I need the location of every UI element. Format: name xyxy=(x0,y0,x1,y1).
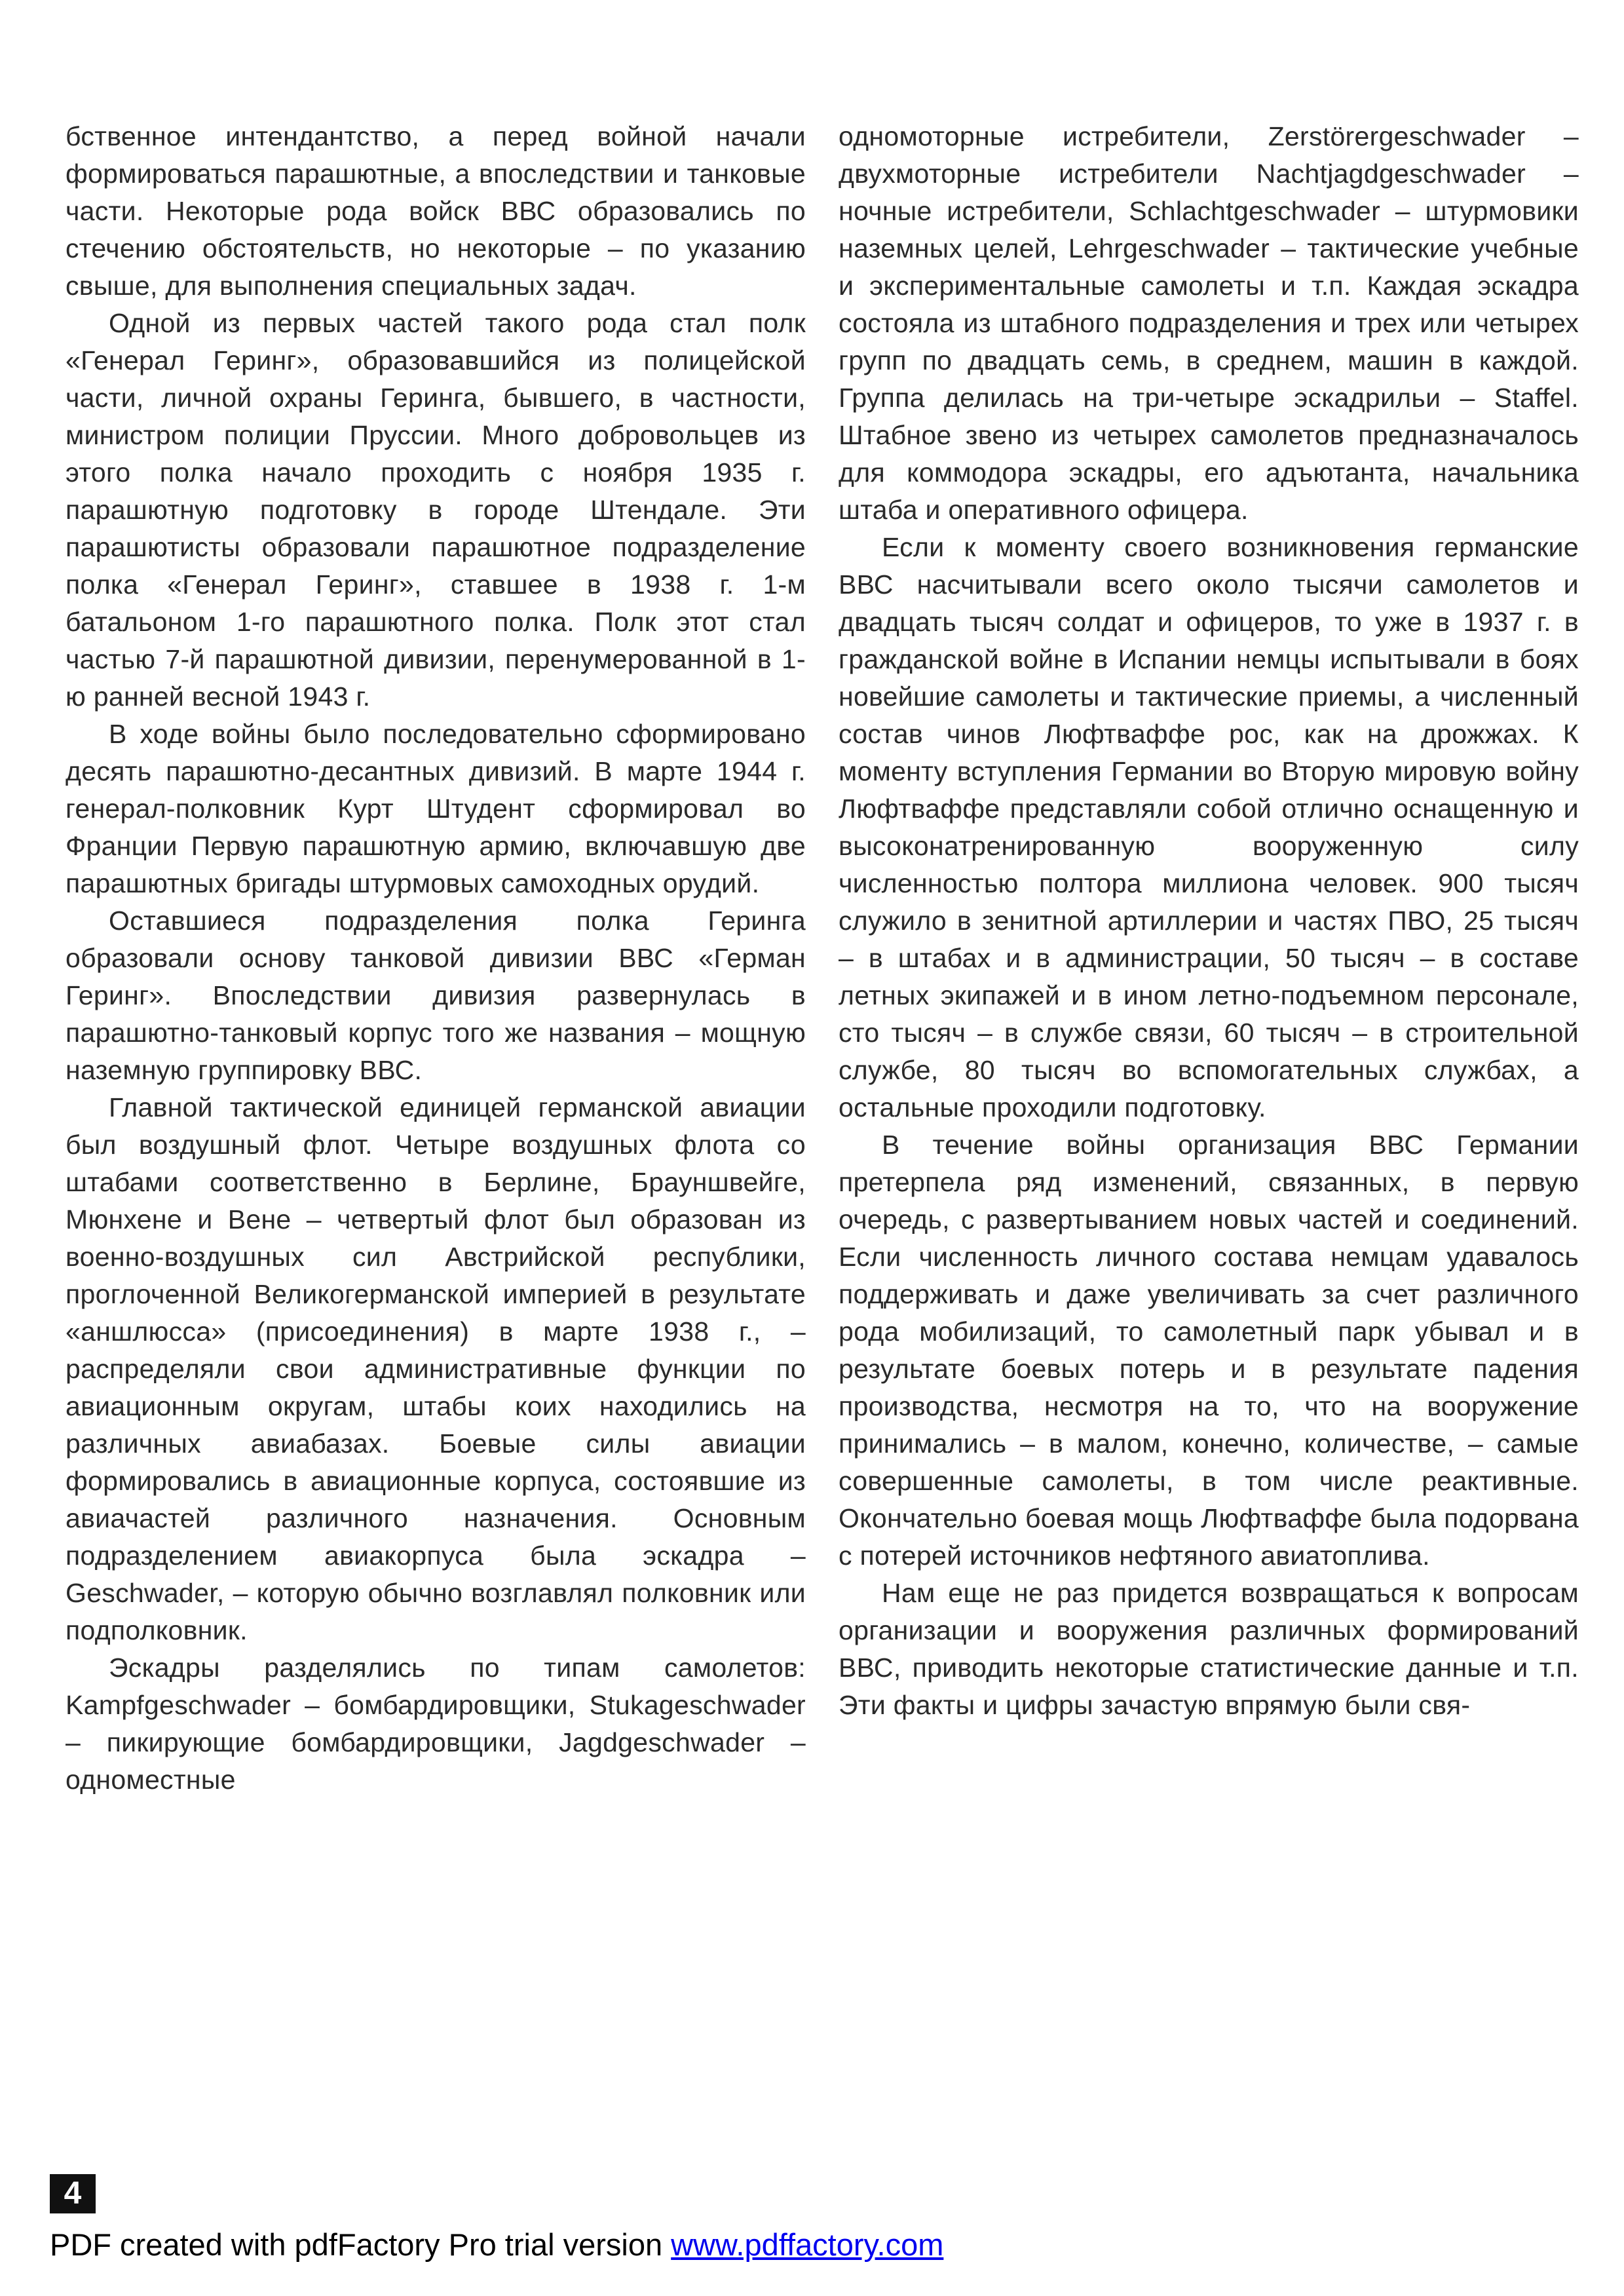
paragraph: Главной тактической единицей германской авиации был воздушный флот. Четыре воздушных флота со штабами соответственно в Берлине, Брауншвейге, Мюнхене и Вене – четвертый флот был образован из военно-воздушных сил Австрийской республики, проглоченной Великогерманской империей в результате «аншлюсса» (присоединения) в марте 1938 г., – распределяли свои административные функции по авиационным округам, штабы коих находились на различных авиабазах. Боевые силы авиации формировались в авиационные корпуса, состоявшие из авиачастей различного назначения. Основным подразделением авиакорпуса была эскадра – Geschwader, – которую обычно возглавлял полковник или подполковник. xyxy=(66,1092,806,1645)
paragraph: Эскадры разделялись по типам самолетов: Kampfgeschwader – бомбардировщики, Stukageschwader – пикирующие бомбардировщики, Jagdgeschwader – одноместные xyxy=(66,1653,806,1795)
paragraph: Оставшиеся подразделения полка Геринга образовали основу танковой дивизии ВВС «Герман Геринг». Впоследствии дивизия развернулась в парашютно-танковый корпус того же названия – мощную наземную группировку ВВС. xyxy=(66,906,806,1085)
footer-text: PDF created with pdfFactory Pro trial version xyxy=(50,2227,671,2262)
paragraph: Если к моменту своего возникновения германские ВВС насчитывали всего около тысячи самолетов и двадцать тысяч солдат и офицеров, то уже в 1937 г. в гражданской войне в Испании немцы испытывали в боях новейшие самолеты и тактические приемы, а численный состав чинов Люфтваффе рос, как на дрожжах. К моменту вступления Германии во Вторую мировую войну Люфтваффе представляли собой отлично оснащенную и высоконатренированную вооруженную силу численностью полтора миллиона человек. 900 тысяч служило в зенитной артиллерии и частях ПВО, 25 тысяч – в штабах и в администрации, 50 тысяч – в составе летных экипажей и в ином летно-подъемном персонале, сто тысяч – в службе связи, 60 тысяч – в строительной службе, 80 тысяч во вспомогательных службах, а остальные проходили подготовку. xyxy=(839,532,1579,1122)
pdf-footer xyxy=(50,2227,943,2263)
paragraph: Одной из первых частей такого рода стал полк «Генерал Геринг», образовавшийся из полицейской части, личной охраны Геринга, бывшего, в частности, министром полиции Пруссии. Много добровольцев из этого полка начало проходить с ноября 1935 г. парашютную подготовку в городе Штендале. Эти парашютисты образовали парашютное подразделение полка «Генерал Геринг», ставшее в 1938 г. 1-м батальоном 1-го парашютного полка. Полк этот стал частью 7-й парашютной дивизии, перенумерованной в 1-ю ранней весной 1943 г. xyxy=(66,308,806,712)
paragraph: В ходе войны было последовательно сформировано десять парашютно-десантных дивизий. В марте 1944 г. генерал-полковник Курт Штудент сформировал во Франции Первую парашютную армию, включавшую две парашютных бригады штурмовых самоходных орудий. xyxy=(66,719,806,898)
paragraph: Нам еще не раз придется возвращаться к вопросам организации и вооружения различных формирований ВВС, приводить некоторые статистические данные и т.п. Эти факты и цифры зачастую впрямую были свя- xyxy=(839,1578,1579,1720)
paragraph: бственное интендантство, а перед войной начали формироваться парашютные, а впоследствии и танковые части. Некоторые рода войск ВВС образовались по стечению обстоятельств, но некоторые – по указанию свыше, для выполнения специальных задач. xyxy=(66,121,806,301)
paragraph: одномоторные истребители, Zerstörergeschwader – двухмоторные истребители Nachtjagdgeschwader – ночные истребители, Schlachtgeschwader – штурмовики наземных целей, Lehrgeschwader – тактические учебные и экспериментальные самолеты и т.п. Каждая эскадра состояла из штабного подразделения и трех или четырех групп по двадцать семь, в среднем, машин в каждой. Группа делилась на три-четыре эскадрильи – Staffel. Штабное звено из четырех самолетов предназначалось для коммодора эскадры, его адъютанта, начальника штаба и оперативного офицера. xyxy=(839,121,1579,525)
right-text-column xyxy=(839,118,1579,1724)
left-text-column xyxy=(66,118,806,1799)
page-number: 4 xyxy=(50,2174,96,2213)
paragraph: В течение войны организация ВВС Германии претерпела ряд изменений, связанных, в первую очередь, с развертыванием новых частей и соединений. Если численность личного состава немцам удавалось поддерживать и даже увеличивать за счет различного рода мобилизаций, то самолетный парк убывал и в результате боевых потерь и в результате падения производства, несмотря на то, что на вооружение принимались – в малом, конечно, количестве, – самые совершенные самолеты, в том числе реактивные. Окончательно боевая мощь Люфтваффе была подорвана с потерей источников нефтяного авиатоплива. xyxy=(839,1130,1579,1571)
footer-link[interactable]: www.pdffactory.com xyxy=(671,2227,944,2262)
